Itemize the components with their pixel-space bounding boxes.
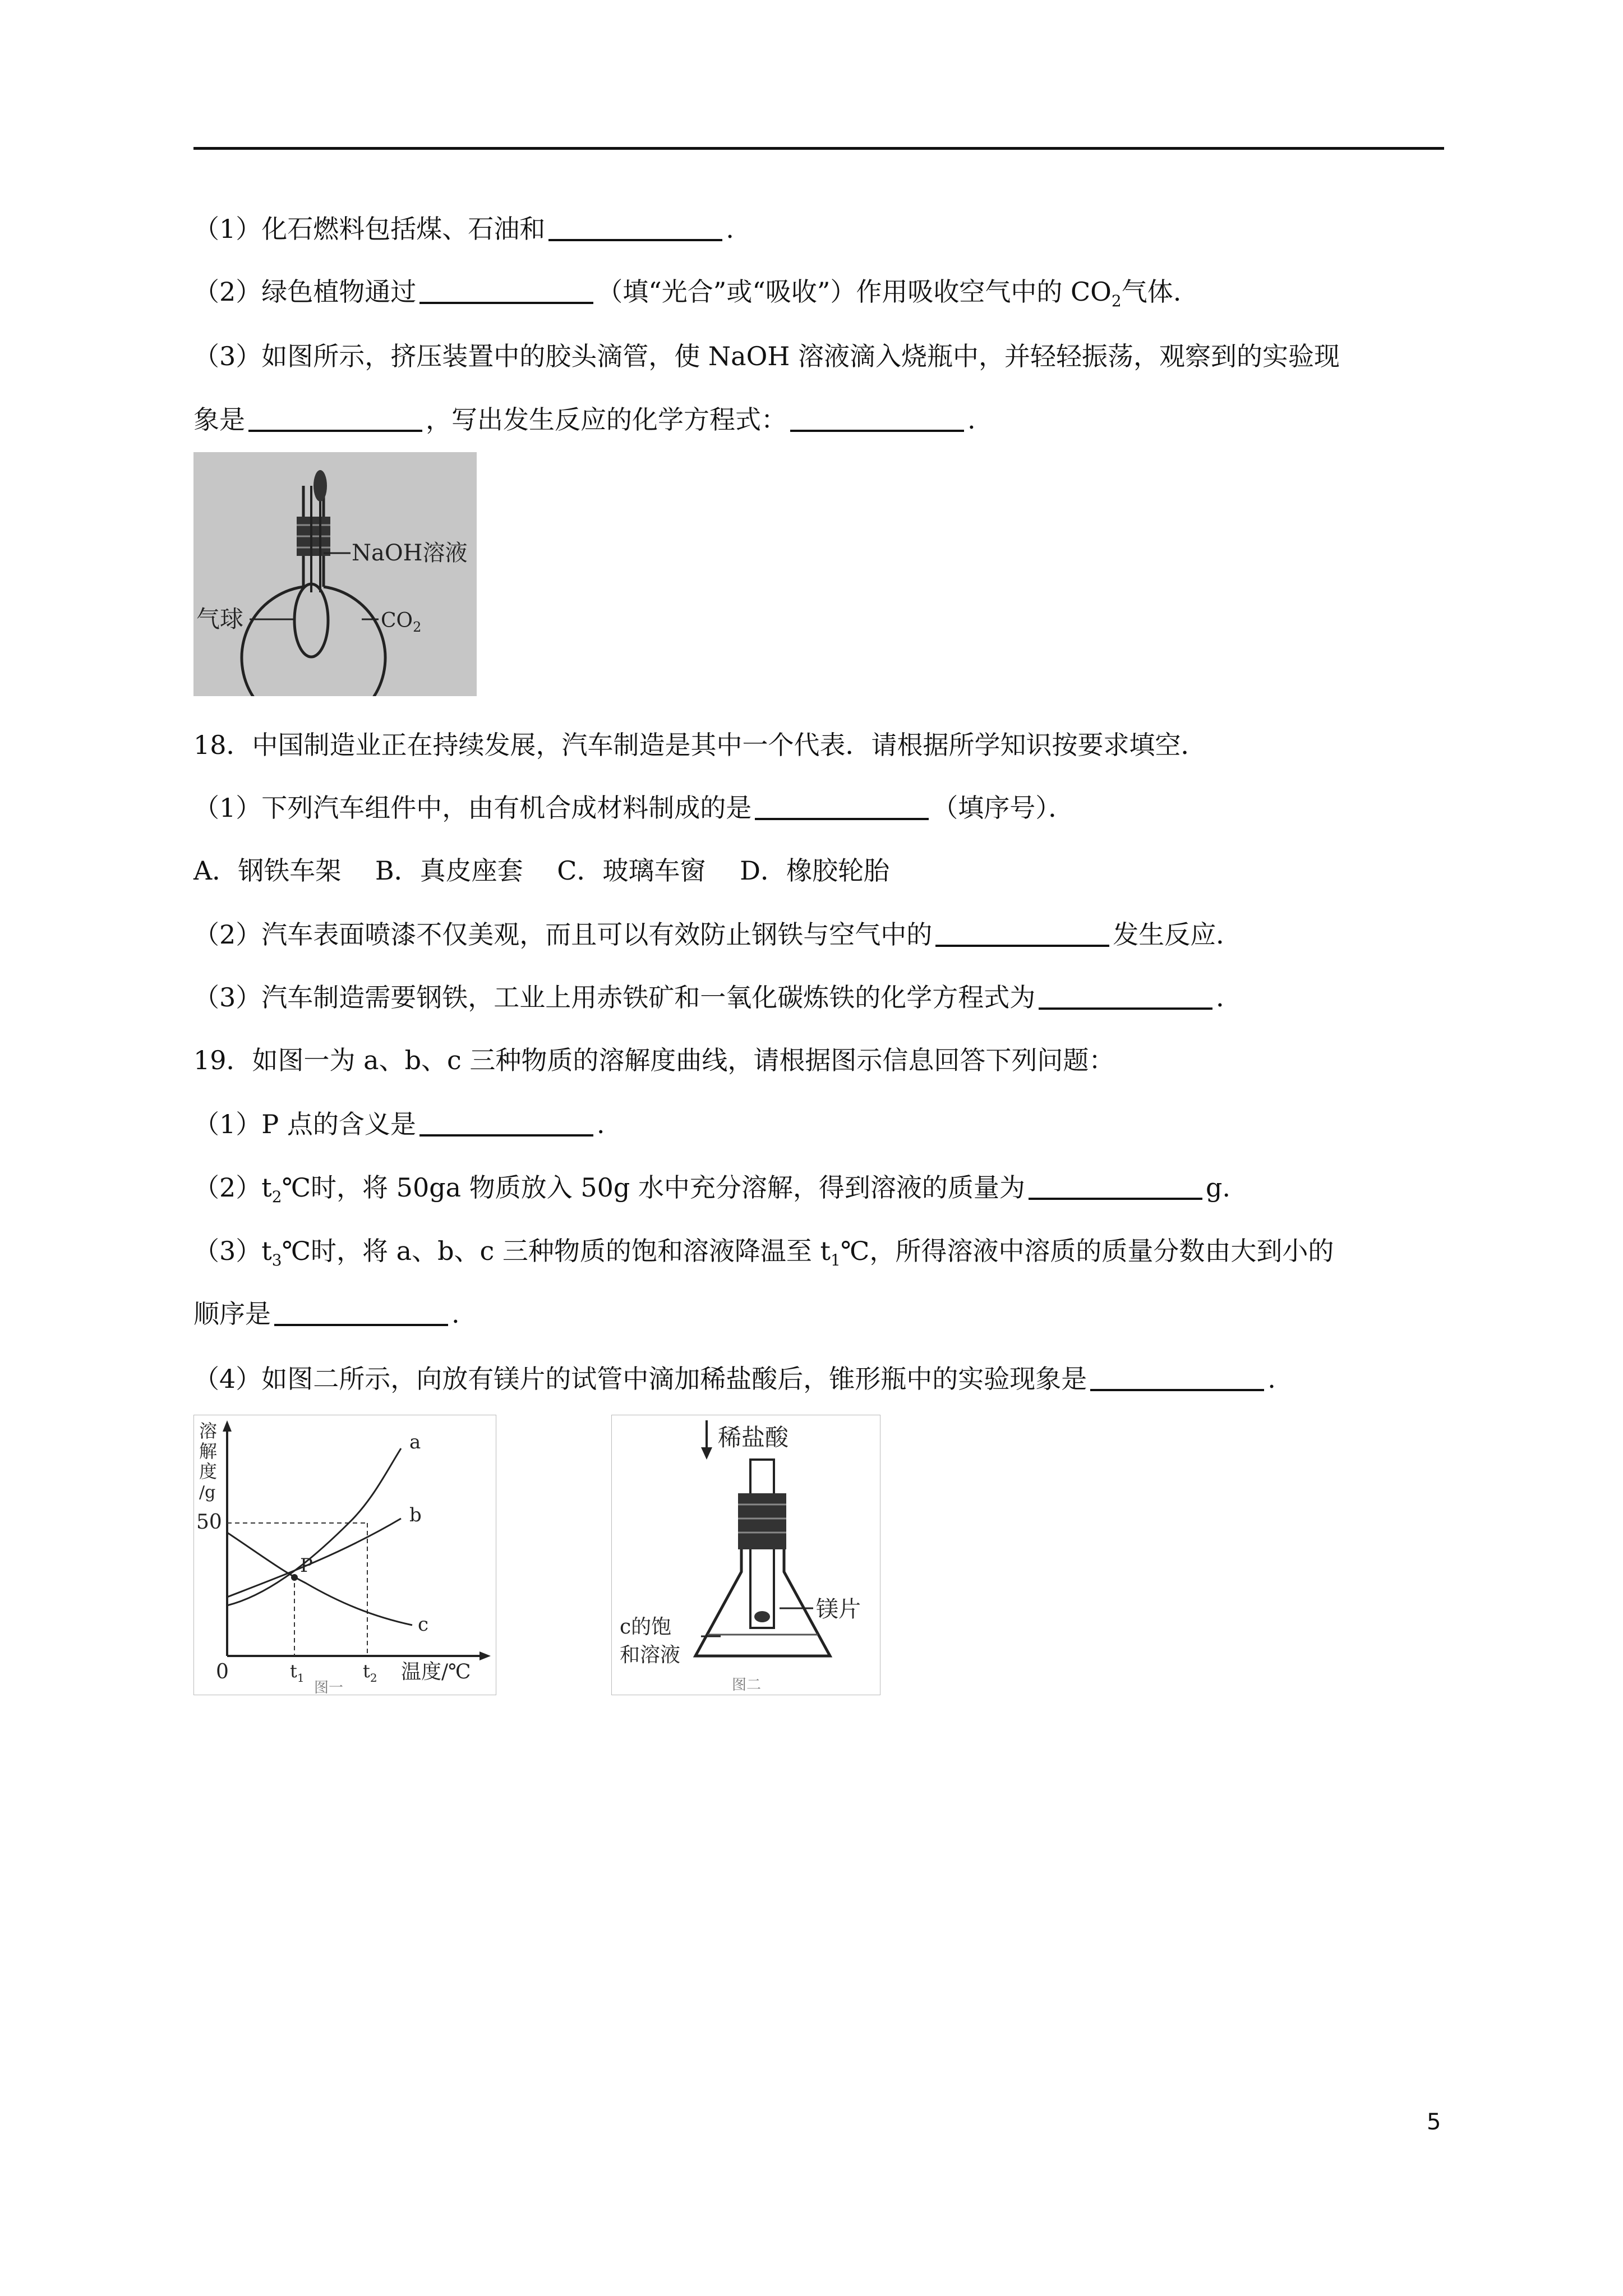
flask-figure-2 [611,1415,880,1695]
q19-stem: 19．如图一为 a、b、c 三种物质的溶解度曲线，请根据图示信息回答下列问题： [193,1045,1115,1075]
label-a: a [409,1431,421,1453]
answer-blank[interactable] [419,302,593,304]
x-label: 温度/℃ [401,1660,471,1683]
answer-blank[interactable] [248,430,422,432]
flask-figure [193,452,477,696]
point-p [291,1574,298,1581]
q17-part1: （1）化石燃料包括煤、石油和 . [193,214,734,244]
q18-stem: 18．中国制造业正在持续发展，汽车制造是其中一个代表．请根据所学知识按要求填空． [193,730,1207,760]
label-solution-1: c的饱 [620,1616,672,1639]
svg-text:NaOH溶液: NaOH溶液 [352,540,468,566]
tick-t1: $t_1$ [290,1660,305,1685]
label-c: c [418,1613,429,1636]
q18-part3: （3）汽车制造需要钢铁，工业上用赤铁矿和一氧化碳炼铁的化学方程式为 ． [193,982,1242,1013]
y-label-3: 度 [199,1461,218,1482]
label-solution-2: 和溶液 [620,1644,681,1667]
tick-t2: $t_2$ [363,1660,377,1685]
svg-text:气球: 气球 [196,605,244,633]
solubility-curve-figure [193,1415,496,1695]
label-mg: 镁片 [816,1596,861,1622]
y-label-1: 溶 [199,1420,218,1442]
answer-blank[interactable] [548,239,722,241]
q18-part1: （1）下列汽车组件中，由有机合成材料制成的是 （填序号）． [193,793,1075,823]
label-p: P [300,1554,313,1577]
answer-blank[interactable] [274,1324,448,1326]
answer-blank[interactable] [935,945,1109,947]
answer-blank[interactable] [1029,1198,1202,1200]
svg-text:CO2: $CO_2$ [381,609,422,635]
label-acid: 稀盐酸 [718,1424,789,1451]
q17-part3-line1: （3）如图所示，挤压装置中的胶头滴管，使 NaOH 溶液滴入烧瓶中，并轻轻振荡，观察到的实验现 [193,341,1340,371]
q19-part4: （4）如图二所示，向放有镁片的试管中滴加稀盐酸后，锥形瓶中的实验现象是 . [193,1364,1276,1394]
answer-blank[interactable] [1039,1007,1212,1010]
y-label-2: 解 [199,1441,218,1462]
header-rule [193,147,1444,150]
answer-blank[interactable] [755,818,929,820]
q18-options: A．钢铁车架 B．真皮座套 C．玻璃车窗 D．橡胶轮胎 [193,855,889,886]
y-tick-50: 50 [196,1511,222,1534]
label-b: b [409,1504,422,1526]
origin-label: 0 [216,1660,229,1683]
q17-part2: （2）绿色植物通过 （填“光合”或“吸收”）作用吸收空气中的 $CO_2$气体. [193,277,1182,310]
answer-blank[interactable] [419,1134,593,1137]
page-number: 5 [1427,2109,1441,2135]
caption-fig2: 图二 [732,1677,762,1694]
y-label-4: /g [199,1483,216,1502]
mg-piece [754,1611,770,1622]
q19-part3-line2: 顺序是 . [193,1299,460,1329]
q17-part3-line2: 象是 ，写出发生反应的化学方程式： . [193,404,976,435]
stopper [738,1493,786,1549]
answer-blank[interactable] [790,430,964,432]
q19-part3-line1: $(3)t_3℃$时，将 a、b、c 三种物质的饱和溶液降温至 $t_1℃$，所得溶液中溶质的质量分数由大到小的 [193,1236,1334,1269]
caption-fig1: 图一 [314,1680,344,1695]
answer-blank[interactable] [1090,1389,1264,1391]
q19-part2: $(2)t_2℃$时，将 50ga 物质放入 50g 水中充分溶解，得到溶液的质量为 g. [193,1172,1231,1206]
q19-part1: （1）P 点的含义是 . [193,1109,605,1139]
q18-part2: （2）汽车表面喷漆不仅美观，而且可以有效防止钢铁与空气中的 发生反应． [193,919,1242,950]
